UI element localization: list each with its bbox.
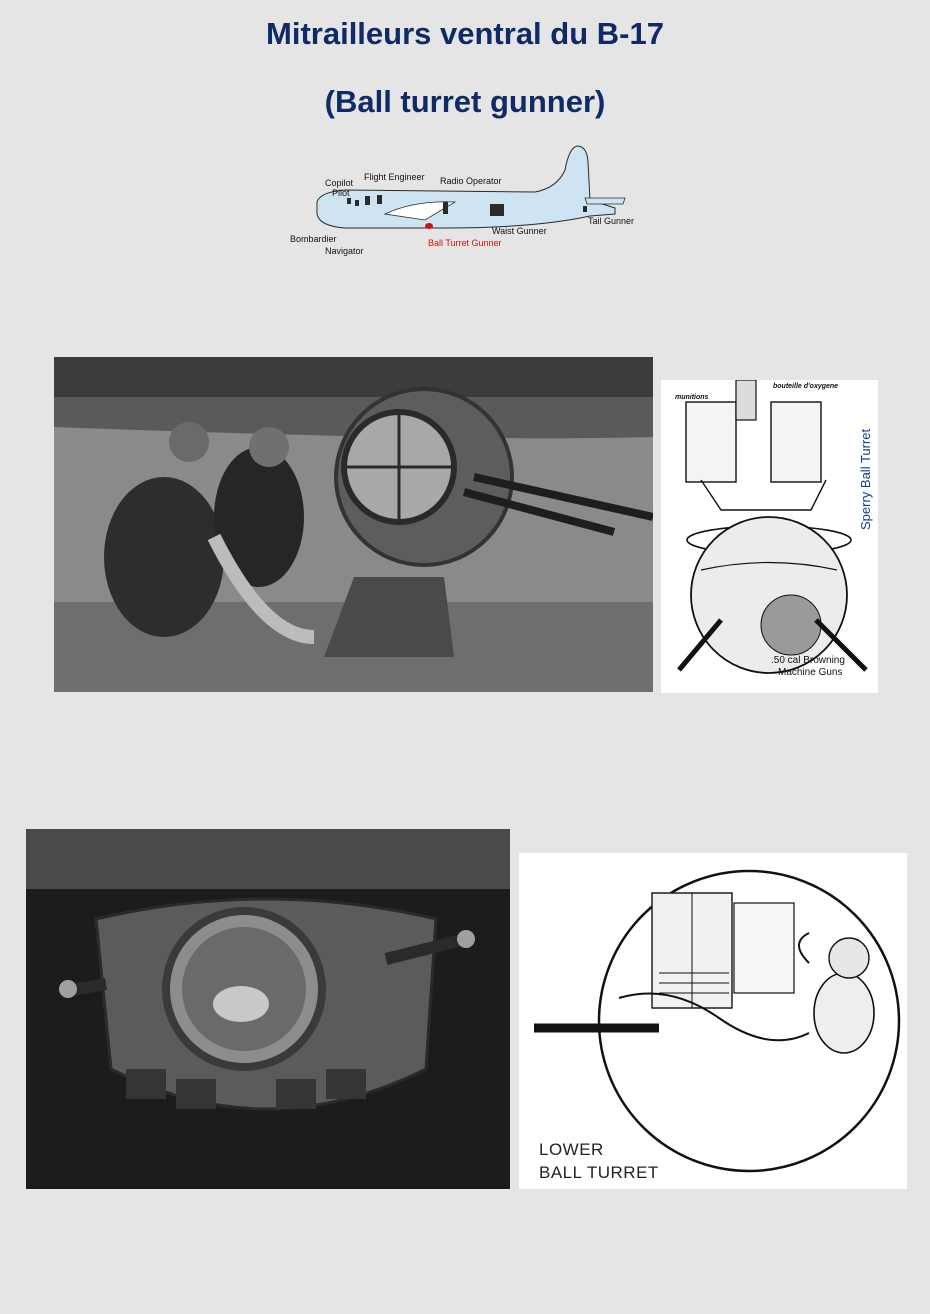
label-copilot: Copilot bbox=[325, 178, 354, 188]
label-bombardier: Bombardier bbox=[290, 234, 337, 244]
label-lower: LOWER bbox=[539, 1140, 604, 1159]
label-navigator: Navigator bbox=[325, 246, 364, 256]
page-subtitle: (Ball turret gunner) bbox=[324, 84, 606, 119]
label-ball-turret-gunner: Ball Turret Gunner bbox=[428, 238, 502, 248]
drawing-sperry-ball-turret bbox=[661, 380, 878, 693]
label-guns-caliber: .50 cal Browning bbox=[771, 655, 845, 666]
photo-turret-gunner-inside bbox=[26, 829, 510, 1189]
label-radio-operator: Radio Operator bbox=[440, 176, 502, 186]
label-sperry-ball-turret: Sperry Ball Turret bbox=[858, 428, 873, 530]
label-waist-gunner: Waist Gunner bbox=[492, 226, 547, 236]
label-flight-engineer: Flight Engineer bbox=[364, 172, 425, 182]
label-guns-type: Machine Guns bbox=[778, 667, 843, 678]
photo-ground-crew-turret bbox=[54, 357, 653, 692]
label-oxygen-bottle: bouteille d'oxygene bbox=[773, 383, 839, 390]
page-title: Mitrailleurs ventral du B-17 bbox=[266, 16, 664, 51]
label-munitions: munitions bbox=[675, 394, 709, 401]
label-tail-gunner: Tail Gunner bbox=[588, 216, 635, 226]
label-pilot: Pilot bbox=[332, 188, 350, 198]
drawing-lower-ball-turret-cutaway bbox=[519, 853, 907, 1189]
label-ball-turret: BALL TURRET bbox=[539, 1163, 659, 1182]
crew-position-diagram bbox=[285, 140, 655, 265]
